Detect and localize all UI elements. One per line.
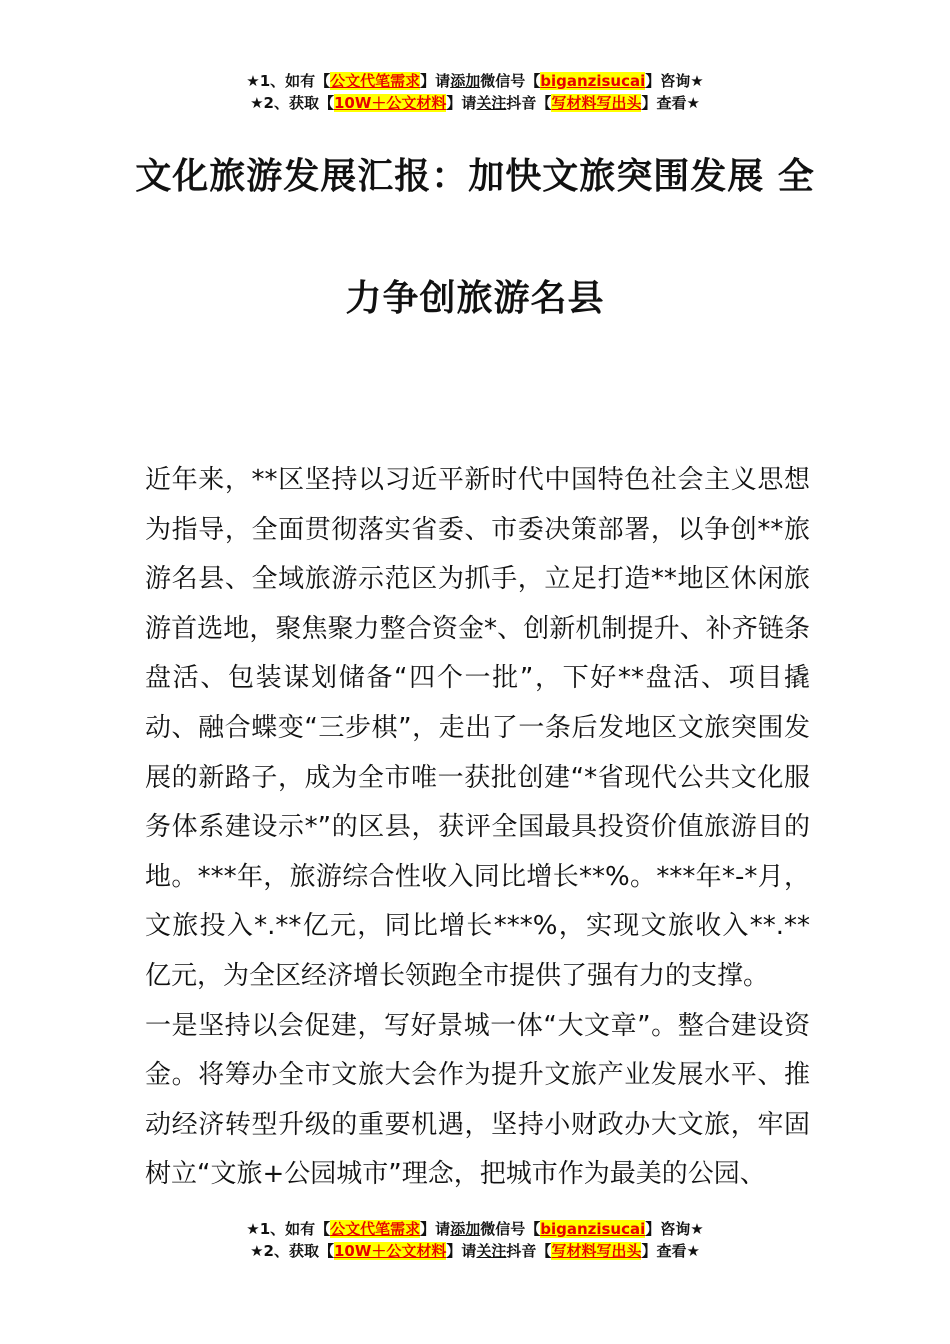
footer-banner	[0, 1218, 950, 1262]
underlined-text: 添加	[450, 72, 481, 90]
banner-text: ★2、获取【	[250, 94, 334, 112]
banner-text: 】请	[446, 94, 477, 112]
banner-text: 】咨询★	[645, 1220, 704, 1238]
banner-text: ★1、如有【	[246, 1220, 331, 1238]
highlight-douyin-account: 写材料写出头	[551, 1242, 642, 1260]
body-paragraph-2: 一是坚持以会促建，写好景城一体“大文章”。整合建设资金。将筹办全市文旅大会作为提升文旅产业发展水平、推动经济转型升级的重要机遇，坚持小财政办大文旅，牢固树立“文旅+公园城市”理念，把城市作为最美的公园、	[145, 1010, 810, 1190]
underlined-text: 关注	[476, 1242, 507, 1260]
banner-text: 抖音【	[506, 94, 552, 112]
document-title-line-2: 力争创旅游名县	[345, 278, 605, 319]
banner-text: 微信号【	[480, 1220, 541, 1238]
banner-text: 】查看★	[641, 1242, 700, 1260]
highlight-materials: 10W＋公文材料	[333, 1242, 447, 1260]
banner-text: ★1、如有【	[246, 72, 331, 90]
highlight-service: 公文代笔需求	[330, 1220, 421, 1238]
underlined-text: 关注	[476, 94, 507, 112]
document-body	[145, 456, 810, 1200]
highlight-service: 公文代笔需求	[330, 72, 421, 90]
banner-line-2	[0, 92, 950, 114]
banner-text: 微信号【	[480, 72, 541, 90]
document-title-line-1: 文化旅游发展汇报：加快文旅突围发展 全	[135, 156, 815, 197]
highlight-wechat-id: biganzisucai	[540, 72, 646, 90]
banner-text: 抖音【	[506, 1242, 552, 1260]
banner-line-1	[0, 1218, 950, 1240]
header-banner	[0, 70, 950, 114]
highlight-materials: 10W＋公文材料	[333, 94, 447, 112]
highlight-douyin-account: 写材料写出头	[551, 94, 642, 112]
banner-line-1	[0, 70, 950, 92]
banner-line-2	[0, 1240, 950, 1262]
banner-text: 】请	[420, 1220, 451, 1238]
banner-text: 】请	[420, 72, 451, 90]
underlined-text: 添加	[450, 1220, 481, 1238]
highlight-wechat-id: biganzisucai	[540, 1220, 646, 1238]
banner-text: 】请	[446, 1242, 477, 1260]
body-paragraph-1: 近年来，**区坚持以习近平新时代中国特色社会主义思想为指导，全面贯彻落实省委、市委决策部署，以争创**旅游名县、全域旅游示范区为抓手，立足打造**地区休闲旅游首选地，聚焦聚力整合资金*、创新机制提升、补齐链条盘活、包装谋划储备“四个一批”，下好**盘活、项目撬动、融合蝶变“三步棋”，走出了一条后发地区文旅突围发展的新路子，成为全市唯一获批创建“*省现代公共文化服务体系建设示*”的区县，获评全国最具投资价值旅游目的地。***年，旅游综合性收入同比增长**%。***年*-*月，文旅投入*.**亿元，同比增长***%，实现文旅收入**.**亿元，为全区经济增长领跑全市提供了强有力的支撑。	[145, 465, 810, 991]
banner-text: 】咨询★	[645, 72, 704, 90]
banner-text: ★2、获取【	[250, 1242, 334, 1260]
banner-text: 】查看★	[641, 94, 700, 112]
